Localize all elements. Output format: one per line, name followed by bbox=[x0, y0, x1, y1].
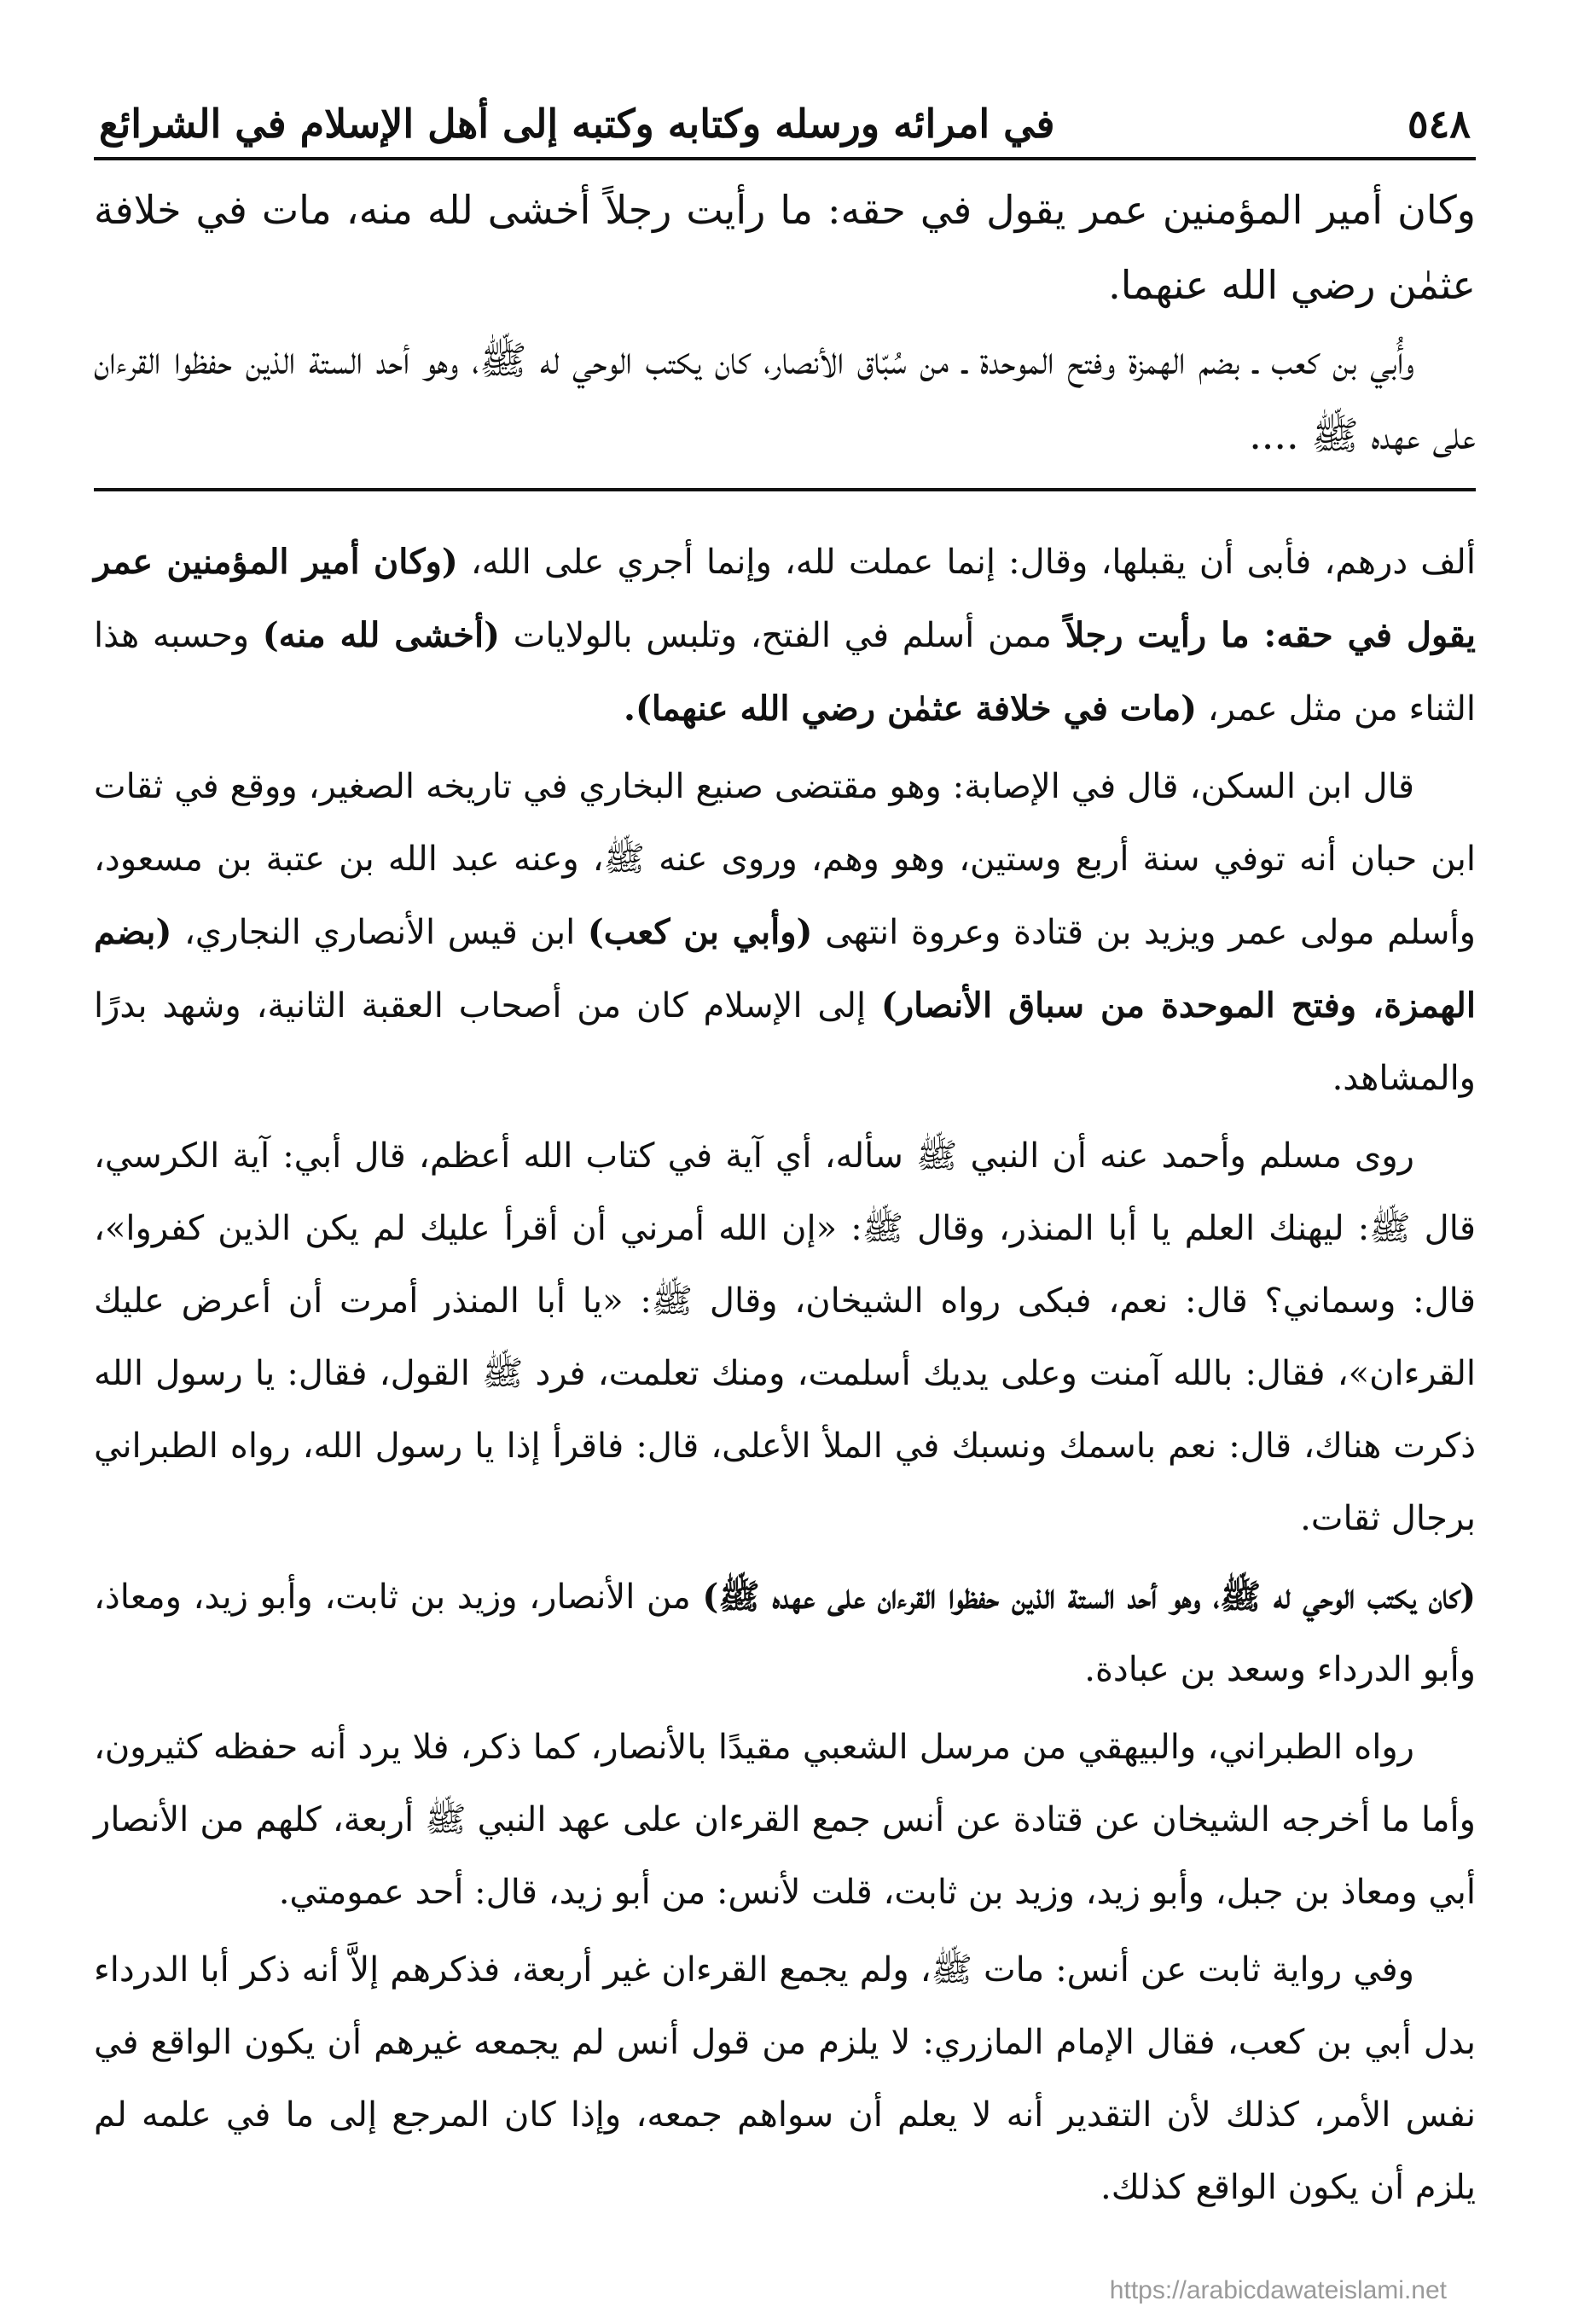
quoted-main-text: (كان يكتب الوحي له ﷺ، وهو أحد الستة الذين حفظوا القرءان على عهده ﷺ) bbox=[702, 1577, 1476, 1617]
commentary-paragraph-5: رواه الطبراني، والبيهقي من مرسل الشعبي مقيدًا بالأنصار، كما ذكر، فلا يرد أنه حفظه كثيرون، وأما ما أخرجه الشيخان عن قتادة عن أنس جمع القرءان على عهد النبي ﷺ أربعة، كلهم من الأنصار أبي ومعاذ بن جبل، وأبو زيد، وزيد بن ثابت، قلت لأنس: من أبو زيد، قال: أحد عمومتي. bbox=[94, 1728, 1476, 1912]
commentary-paragraph-1 bbox=[94, 526, 1476, 746]
commentary-text-run: إلى الإسلام كان من أصحاب العقبة الثانية، وشهد بدرًا والمشاهد. bbox=[94, 986, 1476, 1098]
page-header bbox=[94, 94, 1476, 154]
header-rule bbox=[94, 157, 1476, 160]
commentary-text bbox=[94, 526, 1476, 2224]
running-title: في امرائه ورسله وكتابه وكتبه إلى أهل الإسلام في الشرائع bbox=[99, 101, 1055, 147]
commentary-text-run: وحسبه هذا الثناء من مثل عمر، bbox=[94, 616, 1476, 729]
main-paragraph-2: وأُبي بن كعب ـ بضم الهمزة وفتح الموحدة ـ من سُبّاق الأنصار، كان يكتب الوحي له ﷺ، وهو أحد الستة الذين حفظوا القرءان على عهده ﷺ .... bbox=[94, 337, 1476, 458]
commentary-text-run: ألف درهم، فأبى أن يقبلها، وقال: إنما عملت لله، وإنما أجري على الله، bbox=[457, 543, 1476, 582]
commentary-text-run: قال ابن السكن، قال في الإصابة: وهو مقتضى صنيع البخاري في تاريخه الصغير، ووقع في ثقات ابن حبان أنه توفي سنة أربع وستين، وهو وهم، وروى عنه ﷺ، وعنه عبد الله بن عتبة بن مسعود، وأسلم مولى عمر ويزيد بن قتادة وعروة انتهى bbox=[94, 767, 1476, 952]
commentary-paragraph-3: روى مسلم وأحمد عنه أن النبي ﷺ سأله، أي آية في كتاب الله أعظم، قال أبي: آية الكرسي، قال ﷺ: ليهنك العلم يا أبا المنذر، وقال ﷺ: «إن الله أمرني أن أقرأ عليك لم يكن الذين كفروا»، قال: وسماني؟ قال: نعم، فبكى رواه الشيخان، وقال ﷺ: «يا أبا المنذر أمرت أن أعرض عليك القرءان»، فقال: بالله آمنت وعلى يديك أسلمت، ومنك تعلمت، فرد ﷺ القول، فقال: يا رسول الله ذكرت هناك، قال: نعم باسمك ونسبك في الملأ الأعلى، قال: فاقرأ إذا يا رسول الله، رواه الطبراني برجال ثقات. bbox=[94, 1136, 1476, 1538]
page-number: ٥٤٨ bbox=[1407, 101, 1471, 147]
book-page bbox=[94, 94, 1476, 2278]
commentary-paragraph-6: وفي رواية ثابت عن أنس: مات ﷺ، ولم يجمع القرءان غير أربعة، فذكرهم إلاَّ أنه ذكر أبا الدرداء بدل أبي بن كعب، فقال الإمام المازري: لا يلزم من قول أنس لم يجمعه غيرهم أن يكون الواقع في نفس الأمر، كذلك لأن التقدير أنه لا يعلم أن سواهم جمعه، وإذا كان المرجع إلى ما في علمه لم يلزم أن يكون الواقع كذلك. bbox=[94, 1950, 1476, 2207]
commentary-paragraph-4 bbox=[94, 1560, 1476, 1706]
quoted-main-text: (مات في خلافة عثمٰن رضي الله عنهما). bbox=[624, 688, 1198, 729]
commentary-text-run: ممن أسلم في الفتح، وتلبس بالولايات bbox=[500, 616, 1065, 655]
quoted-main-text: (أخشى لله منه) bbox=[262, 615, 501, 655]
quoted-main-text: (وكان أمير المؤمنين عمر يقول في حقه: ما رأيت رجلاً bbox=[94, 542, 1476, 655]
commentary-paragraph-2 bbox=[94, 751, 1476, 1115]
commentary-text-run: ابن قيس الأنصاري النجاري، bbox=[171, 913, 588, 952]
watermark-url: https://arabicdawateislami.net bbox=[1109, 2276, 1447, 2304]
quoted-main-text: (بضم الهمزة، وفتح الموحدة من سباق الأنصار) bbox=[94, 912, 1476, 1025]
commentary-text-run: من الأنصار، وزيد بن ثابت، وأبو زيد، ومعاذ، وأبو الدرداء وسعد بن عبادة. bbox=[94, 1577, 1476, 1689]
main-paragraph-1: وكان أمير المؤمنين عمر يقول في حقه: ما رأيت رجلاً أخشى لله منه، مات في خلافة عثمٰن رضي الله عنهما. bbox=[94, 187, 1476, 308]
commentary-divider bbox=[94, 488, 1476, 491]
main-text bbox=[94, 172, 1476, 473]
quoted-main-text: (وأبي بن كعب) bbox=[587, 912, 813, 952]
